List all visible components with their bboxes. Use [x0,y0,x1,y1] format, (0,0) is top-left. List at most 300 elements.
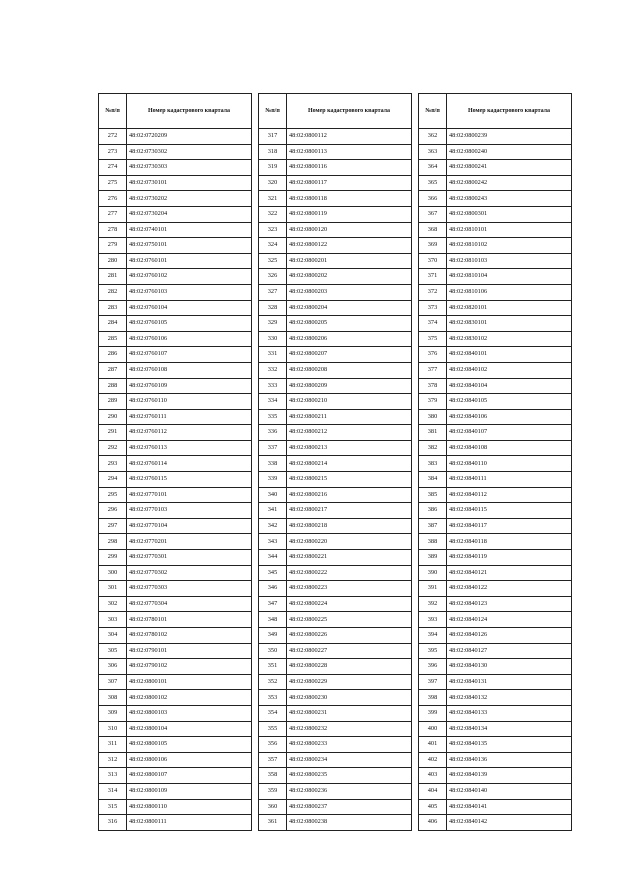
row-number: 401 [419,737,447,753]
cadastral-number: 48:02:0760111 [127,409,252,425]
cadastral-number: 48:02:0800234 [287,752,412,768]
cadastral-number: 48:02:0770303 [127,581,252,597]
table-row [259,300,412,316]
cadastral-number: 48:02:0800111 [127,815,252,831]
row-number: 388 [419,534,447,550]
row-number: 373 [419,300,447,316]
row-number: 308 [99,690,127,706]
row-number: 277 [99,206,127,222]
table-row [99,799,252,815]
cadastral-number: 48:02:0800224 [287,596,412,612]
table-row [99,362,252,378]
cadastral-number: 48:02:0800116 [287,160,412,176]
table-row [99,737,252,753]
row-number: 320 [259,175,287,191]
table-row [99,129,252,145]
table-row [419,160,572,176]
cadastral-number: 48:02:0760108 [127,362,252,378]
row-number: 291 [99,425,127,441]
cadastral-number: 48:02:0800212 [287,425,412,441]
row-number: 339 [259,472,287,488]
row-number: 281 [99,269,127,285]
table-row [259,721,412,737]
cadastral-number: 48:02:0800120 [287,222,412,238]
cadastral-number: 48:02:0730302 [127,144,252,160]
cadastral-number: 48:02:0770104 [127,518,252,534]
table-row [99,284,252,300]
table-row [419,534,572,550]
row-number: 307 [99,674,127,690]
row-number: 301 [99,581,127,597]
row-number: 380 [419,409,447,425]
table-row [419,284,572,300]
cadastral-number: 48:02:0740101 [127,222,252,238]
row-number: 386 [419,503,447,519]
table-row [259,503,412,519]
row-number: 375 [419,331,447,347]
table-header-row [419,94,572,129]
cadastral-number: 48:02:0730303 [127,160,252,176]
table-row [99,534,252,550]
cadastral-number: 48:02:0800105 [127,737,252,753]
row-number: 286 [99,347,127,363]
table-row [419,690,572,706]
cadastral-number: 48:02:0840127 [447,643,572,659]
cadastral-number: 48:02:0800101 [127,674,252,690]
table-row [259,456,412,472]
cadastral-number: 48:02:0760115 [127,472,252,488]
table-row [419,269,572,285]
cadastral-number: 48:02:0760114 [127,456,252,472]
row-number: 350 [259,643,287,659]
table-row [419,628,572,644]
row-number: 387 [419,518,447,534]
table-row [259,409,412,425]
row-number: 400 [419,721,447,737]
row-number: 348 [259,612,287,628]
row-number: 397 [419,674,447,690]
table-row [419,253,572,269]
table-row [419,191,572,207]
row-number: 276 [99,191,127,207]
table-row [259,628,412,644]
row-number: 395 [419,643,447,659]
table-row [259,394,412,410]
row-number: 299 [99,550,127,566]
header-number: №п/п [99,94,127,129]
row-number: 336 [259,425,287,441]
cadastral-number: 48:02:0800237 [287,799,412,815]
table-row [259,191,412,207]
row-number: 351 [259,659,287,675]
cadastral-number: 48:02:0810103 [447,253,572,269]
cadastral-number: 48:02:0810104 [447,269,572,285]
table-row [419,425,572,441]
row-number: 340 [259,487,287,503]
table-row [419,612,572,628]
table-row [419,300,572,316]
cadastral-number: 48:02:0800122 [287,238,412,254]
table-row [99,378,252,394]
header-cadastral-quarter: Номер кадастрового квартала [447,94,572,129]
table-row [99,222,252,238]
table-row [419,503,572,519]
row-number: 374 [419,316,447,332]
cadastral-number: 48:02:0800107 [127,768,252,784]
table-row [259,690,412,706]
cadastral-number: 48:02:0800203 [287,284,412,300]
cadastral-number: 48:02:0750101 [127,238,252,254]
table-row [259,129,412,145]
cadastral-number: 48:02:0770302 [127,565,252,581]
cadastral-number: 48:02:0800243 [447,191,572,207]
table-row [99,690,252,706]
table-row [419,643,572,659]
row-number: 383 [419,456,447,472]
cadastral-number: 48:02:0800238 [287,815,412,831]
cadastral-number: 48:02:0770201 [127,534,252,550]
row-number: 338 [259,456,287,472]
cadastral-number: 48:02:0800227 [287,643,412,659]
table-row [99,783,252,799]
table-row [99,347,252,363]
cadastral-table-2 [258,93,412,831]
row-number: 382 [419,440,447,456]
row-number: 302 [99,596,127,612]
table-row [419,752,572,768]
row-number: 325 [259,253,287,269]
row-number: 366 [419,191,447,207]
table-row [419,565,572,581]
table-row [259,550,412,566]
cadastral-number: 48:02:0770304 [127,596,252,612]
header-cadastral-quarter: Номер кадастрового квартала [287,94,412,129]
table-row [419,705,572,721]
row-number: 396 [419,659,447,675]
row-number: 344 [259,550,287,566]
table-row [419,768,572,784]
cadastral-number: 48:02:0760103 [127,284,252,300]
cadastral-number: 48:02:0800225 [287,612,412,628]
cadastral-number: 48:02:0800112 [287,129,412,145]
row-number: 393 [419,612,447,628]
cadastral-number: 48:02:0840140 [447,783,572,799]
table-row [259,378,412,394]
cadastral-number: 48:02:0800201 [287,253,412,269]
table-row [99,144,252,160]
row-number: 343 [259,534,287,550]
cadastral-number: 48:02:0800229 [287,674,412,690]
cadastral-number: 48:02:0730204 [127,206,252,222]
table-row [259,175,412,191]
cadastral-number: 48:02:0840142 [447,815,572,831]
table-row [99,705,252,721]
row-number: 352 [259,674,287,690]
table-row [259,534,412,550]
row-number: 399 [419,705,447,721]
row-number: 288 [99,378,127,394]
cadastral-number: 48:02:0800202 [287,269,412,285]
row-number: 330 [259,331,287,347]
cadastral-number: 48:02:0800207 [287,347,412,363]
row-number: 329 [259,316,287,332]
cadastral-number: 48:02:0720209 [127,129,252,145]
cadastral-number: 48:02:0840102 [447,362,572,378]
table-row [259,518,412,534]
cadastral-number: 48:02:0800208 [287,362,412,378]
row-number: 331 [259,347,287,363]
row-number: 398 [419,690,447,706]
row-number: 354 [259,705,287,721]
row-number: 297 [99,518,127,534]
cadastral-number: 48:02:0840101 [447,347,572,363]
cadastral-number: 48:02:0840131 [447,674,572,690]
table-row [419,238,572,254]
cadastral-number: 48:02:0840132 [447,690,572,706]
row-number: 346 [259,581,287,597]
cadastral-number: 48:02:0760105 [127,316,252,332]
table-row [259,347,412,363]
row-number: 357 [259,752,287,768]
table-row [99,752,252,768]
header-cadastral-quarter: Номер кадастрового квартала [127,94,252,129]
table-row [259,752,412,768]
row-number: 295 [99,487,127,503]
cadastral-number: 48:02:0820101 [447,300,572,316]
row-number: 360 [259,799,287,815]
cadastral-number: 48:02:0800102 [127,690,252,706]
row-number: 363 [419,144,447,160]
table-header-row [259,94,412,129]
table-row [259,316,412,332]
row-number: 322 [259,206,287,222]
row-number: 391 [419,581,447,597]
cadastral-number: 48:02:0760106 [127,331,252,347]
table-row [99,581,252,597]
cadastral-number: 48:02:0730101 [127,175,252,191]
cadastral-number: 48:02:0840110 [447,456,572,472]
table-row [99,565,252,581]
table-row [259,643,412,659]
cadastral-number: 48:02:0790101 [127,643,252,659]
row-number: 377 [419,362,447,378]
table-row [259,612,412,628]
table-row [99,503,252,519]
table-row [99,238,252,254]
cadastral-number: 48:02:0790102 [127,659,252,675]
row-number: 304 [99,628,127,644]
table-row [259,362,412,378]
row-number: 334 [259,394,287,410]
table-header-row [99,94,252,129]
table-row [259,799,412,815]
cadastral-number: 48:02:0840104 [447,378,572,394]
row-number: 294 [99,472,127,488]
row-number: 311 [99,737,127,753]
row-number: 292 [99,440,127,456]
row-number: 362 [419,129,447,145]
table-row [259,487,412,503]
table-row [99,643,252,659]
table-row [419,674,572,690]
cadastral-table-3 [418,93,572,831]
cadastral-number: 48:02:0840133 [447,705,572,721]
table-row [259,440,412,456]
row-number: 312 [99,752,127,768]
row-number: 356 [259,737,287,753]
row-number: 284 [99,316,127,332]
cadastral-number: 48:02:0800236 [287,783,412,799]
table-row [259,596,412,612]
cadastral-number: 48:02:0840111 [447,472,572,488]
table-row [99,175,252,191]
row-number: 367 [419,206,447,222]
cadastral-number: 48:02:0800104 [127,721,252,737]
cadastral-number: 48:02:0800206 [287,331,412,347]
table-row [419,550,572,566]
cadastral-number: 48:02:0760101 [127,253,252,269]
row-number: 306 [99,659,127,675]
row-number: 403 [419,768,447,784]
row-number: 381 [419,425,447,441]
table-row [259,737,412,753]
row-number: 365 [419,175,447,191]
cadastral-number: 48:02:0800204 [287,300,412,316]
table-row [99,316,252,332]
table-row [419,456,572,472]
table-row [99,409,252,425]
table-row [259,472,412,488]
table-row [99,487,252,503]
cadastral-number: 48:02:0800226 [287,628,412,644]
table-row [259,581,412,597]
cadastral-number: 48:02:0800119 [287,206,412,222]
table-row [419,783,572,799]
table-row [419,440,572,456]
table-row [419,331,572,347]
cadastral-table-1 [98,93,252,831]
cadastral-number: 48:02:0800218 [287,518,412,534]
cadastral-number: 48:02:0760110 [127,394,252,410]
cadastral-number: 48:02:0780101 [127,612,252,628]
table-row [99,253,252,269]
cadastral-number: 48:02:0840135 [447,737,572,753]
cadastral-number: 48:02:0840119 [447,550,572,566]
row-number: 272 [99,129,127,145]
row-number: 341 [259,503,287,519]
cadastral-number: 48:02:0800118 [287,191,412,207]
table-row [419,362,572,378]
table-row [419,815,572,831]
cadastral-number: 48:02:0800205 [287,316,412,332]
row-number: 385 [419,487,447,503]
row-number: 315 [99,799,127,815]
row-number: 313 [99,768,127,784]
row-number: 289 [99,394,127,410]
table-row [419,409,572,425]
cadastral-number: 48:02:0840141 [447,799,572,815]
table-row [419,659,572,675]
table-row [259,160,412,176]
cadastral-number: 48:02:0840134 [447,721,572,737]
row-number: 305 [99,643,127,659]
row-number: 317 [259,129,287,145]
row-number: 303 [99,612,127,628]
cadastral-number: 48:02:0810106 [447,284,572,300]
table-row [99,300,252,316]
row-number: 389 [419,550,447,566]
table-row [419,581,572,597]
table-row [259,815,412,831]
table-row [259,565,412,581]
cadastral-number: 48:02:0800211 [287,409,412,425]
table-row [99,160,252,176]
cadastral-number: 48:02:0760104 [127,300,252,316]
row-number: 300 [99,565,127,581]
row-number: 293 [99,456,127,472]
row-number: 376 [419,347,447,363]
cadastral-number: 48:02:0800228 [287,659,412,675]
cadastral-number: 48:02:0840117 [447,518,572,534]
table-row [99,191,252,207]
row-number: 318 [259,144,287,160]
row-number: 316 [99,815,127,831]
cadastral-number: 48:02:0800235 [287,768,412,784]
row-number: 298 [99,534,127,550]
cadastral-number: 48:02:0800301 [447,206,572,222]
cadastral-number: 48:02:0840130 [447,659,572,675]
table-row [419,129,572,145]
table-row [99,518,252,534]
row-number: 280 [99,253,127,269]
cadastral-number: 48:02:0840118 [447,534,572,550]
cadastral-number: 48:02:0840123 [447,596,572,612]
table-row [99,394,252,410]
table-row [259,783,412,799]
cadastral-number: 48:02:0800220 [287,534,412,550]
row-number: 402 [419,752,447,768]
cadastral-number: 48:02:0800117 [287,175,412,191]
row-number: 279 [99,238,127,254]
cadastral-number: 48:02:0800110 [127,799,252,815]
cadastral-number: 48:02:0800231 [287,705,412,721]
table-row [259,269,412,285]
cadastral-number: 48:02:0840107 [447,425,572,441]
cadastral-number: 48:02:0810102 [447,238,572,254]
row-number: 353 [259,690,287,706]
table-row [99,425,252,441]
cadastral-number: 48:02:0800217 [287,503,412,519]
cadastral-number: 48:02:0770103 [127,503,252,519]
row-number: 321 [259,191,287,207]
table-row [419,518,572,534]
cadastral-number: 48:02:0780102 [127,628,252,644]
cadastral-number: 48:02:0800239 [447,129,572,145]
table-row [259,284,412,300]
cadastral-number: 48:02:0800103 [127,705,252,721]
row-number: 349 [259,628,287,644]
cadastral-number: 48:02:0840139 [447,768,572,784]
table-row [259,659,412,675]
row-number: 273 [99,144,127,160]
row-number: 319 [259,160,287,176]
table-row [99,659,252,675]
table-row [419,222,572,238]
cadastral-number: 48:02:0840126 [447,628,572,644]
cadastral-number: 48:02:0840105 [447,394,572,410]
table-row [259,768,412,784]
cadastral-number: 48:02:0810101 [447,222,572,238]
